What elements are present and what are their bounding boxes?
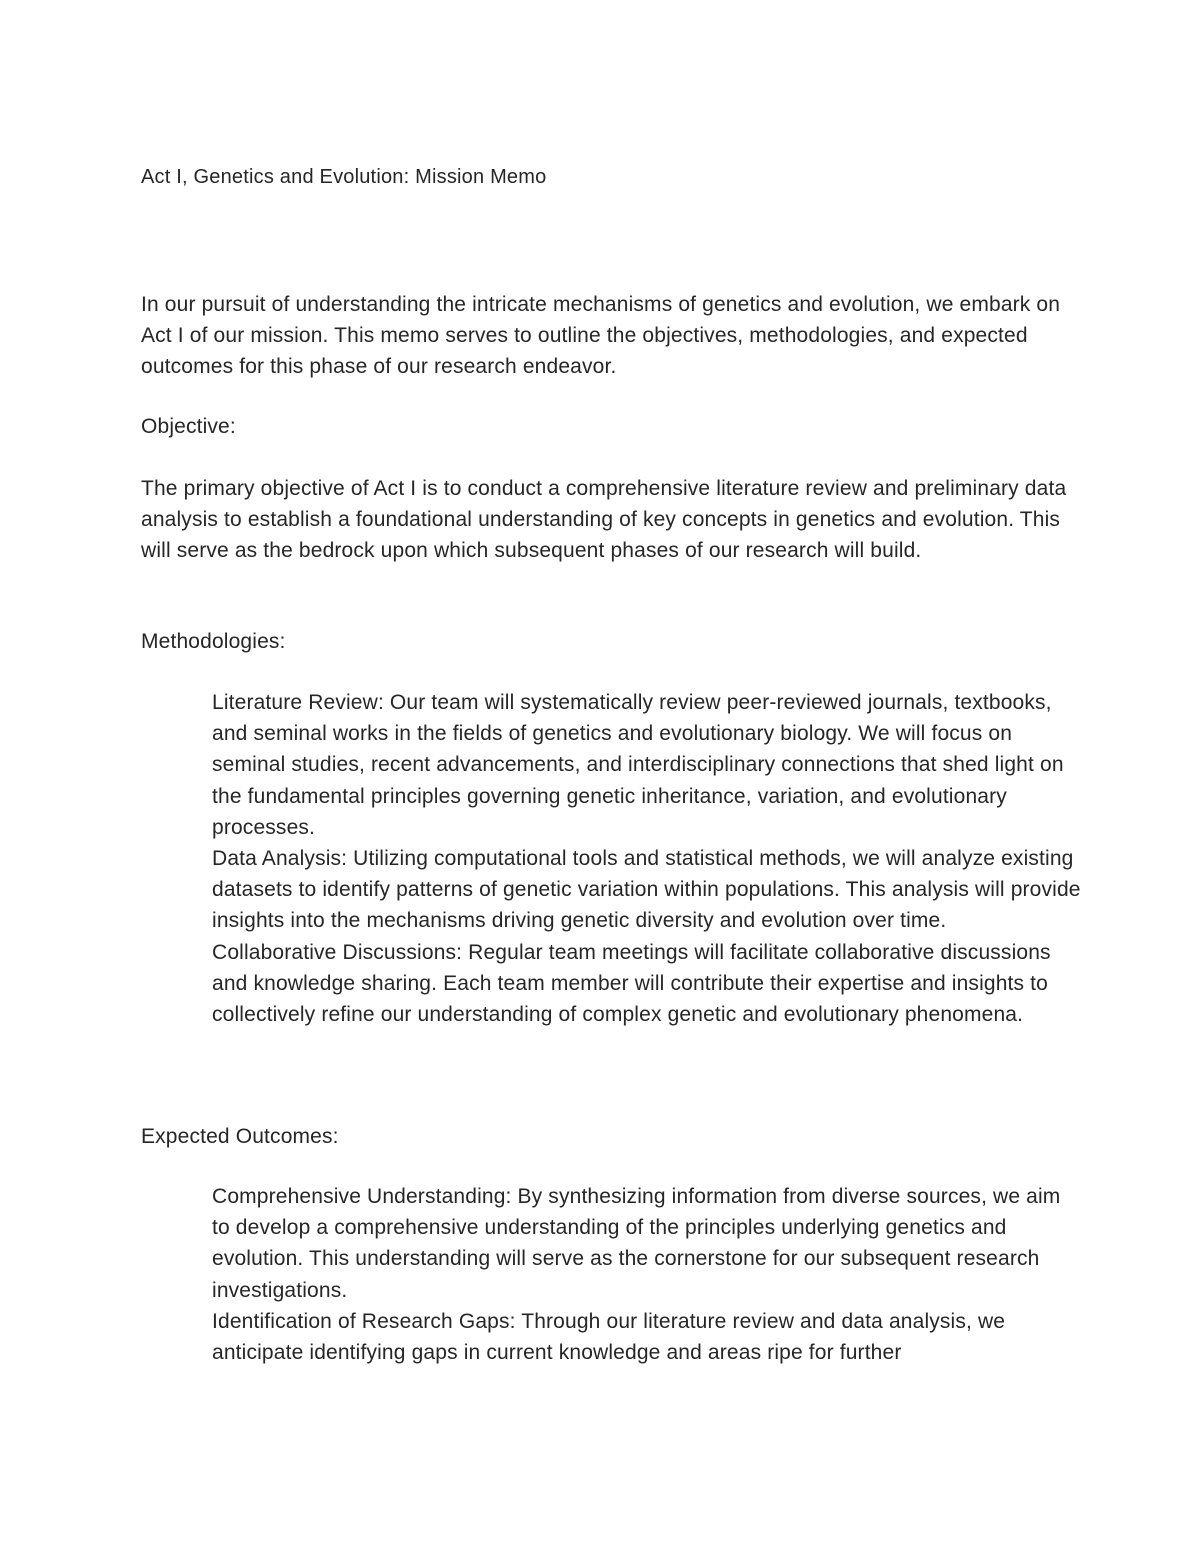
methodology-item-literature-review: Literature Review: Our team will systematically review peer-reviewed journals, textbooks, and seminal works in the fields of genetics and evolutionary biology. We will focus on seminal studies, recent advancements, and interdisciplinary connections that shed light on the fundamental principles governing genetic inheritance, variation, and evolutionary processes. — [212, 691, 1064, 839]
methodologies-heading: Methodologies: — [141, 630, 286, 653]
outcomes-list — [212, 1181, 1082, 1368]
outcome-item-comprehensive-understanding: Comprehensive Understanding: By synthesizing information from diverse sources, we aim to develop a comprehensive understanding of the principles underlying genetics and evolution. This understanding will serve as the cornerstone for our subsequent research investigations. — [212, 1185, 1061, 1302]
methodology-item-data-analysis: Data Analysis: Utilizing computational tools and statistical methods, we will analyze existing datasets to identify patterns of genetic variation within populations. This analysis will provide insights into the mechanisms driving genetic diversity and evolution over time. — [212, 847, 1081, 933]
objective-heading: Objective: — [141, 415, 236, 438]
intro-paragraph: In our pursuit of understanding the intricate mechanisms of genetics and evolution, we embark on Act I of our mission. This memo serves to outline the objectives, methodologies, and expected outcomes for this phase of our research endeavor. — [141, 293, 1061, 379]
methodology-item-collaborative-discussions: Collaborative Discussions: Regular team meetings will facilitate collaborative discussions and knowledge sharing. Each team member will contribute their expertise and insights to collectively refine our understanding of complex genetic and evolutionary phenomena. — [212, 940, 1051, 1027]
objective-paragraph: The primary objective of Act I is to conduct a comprehensive literature review and preliminary data analysis to establish a foundational understanding of key concepts in genetics and evolution. This will serve as the bedrock upon which subsequent phases of our research will build. — [141, 477, 1067, 563]
outcomes-heading: Expected Outcomes: — [141, 1125, 339, 1148]
outcome-item-research-gaps: Identification of Research Gaps: Through our literature review and data analysis, we anticipate identifying gaps in current knowledge and areas ripe for further — [212, 1309, 1006, 1365]
methodologies-list — [212, 687, 1082, 1030]
document-title: Act I, Genetics and Evolution: Mission Memo — [141, 166, 547, 188]
